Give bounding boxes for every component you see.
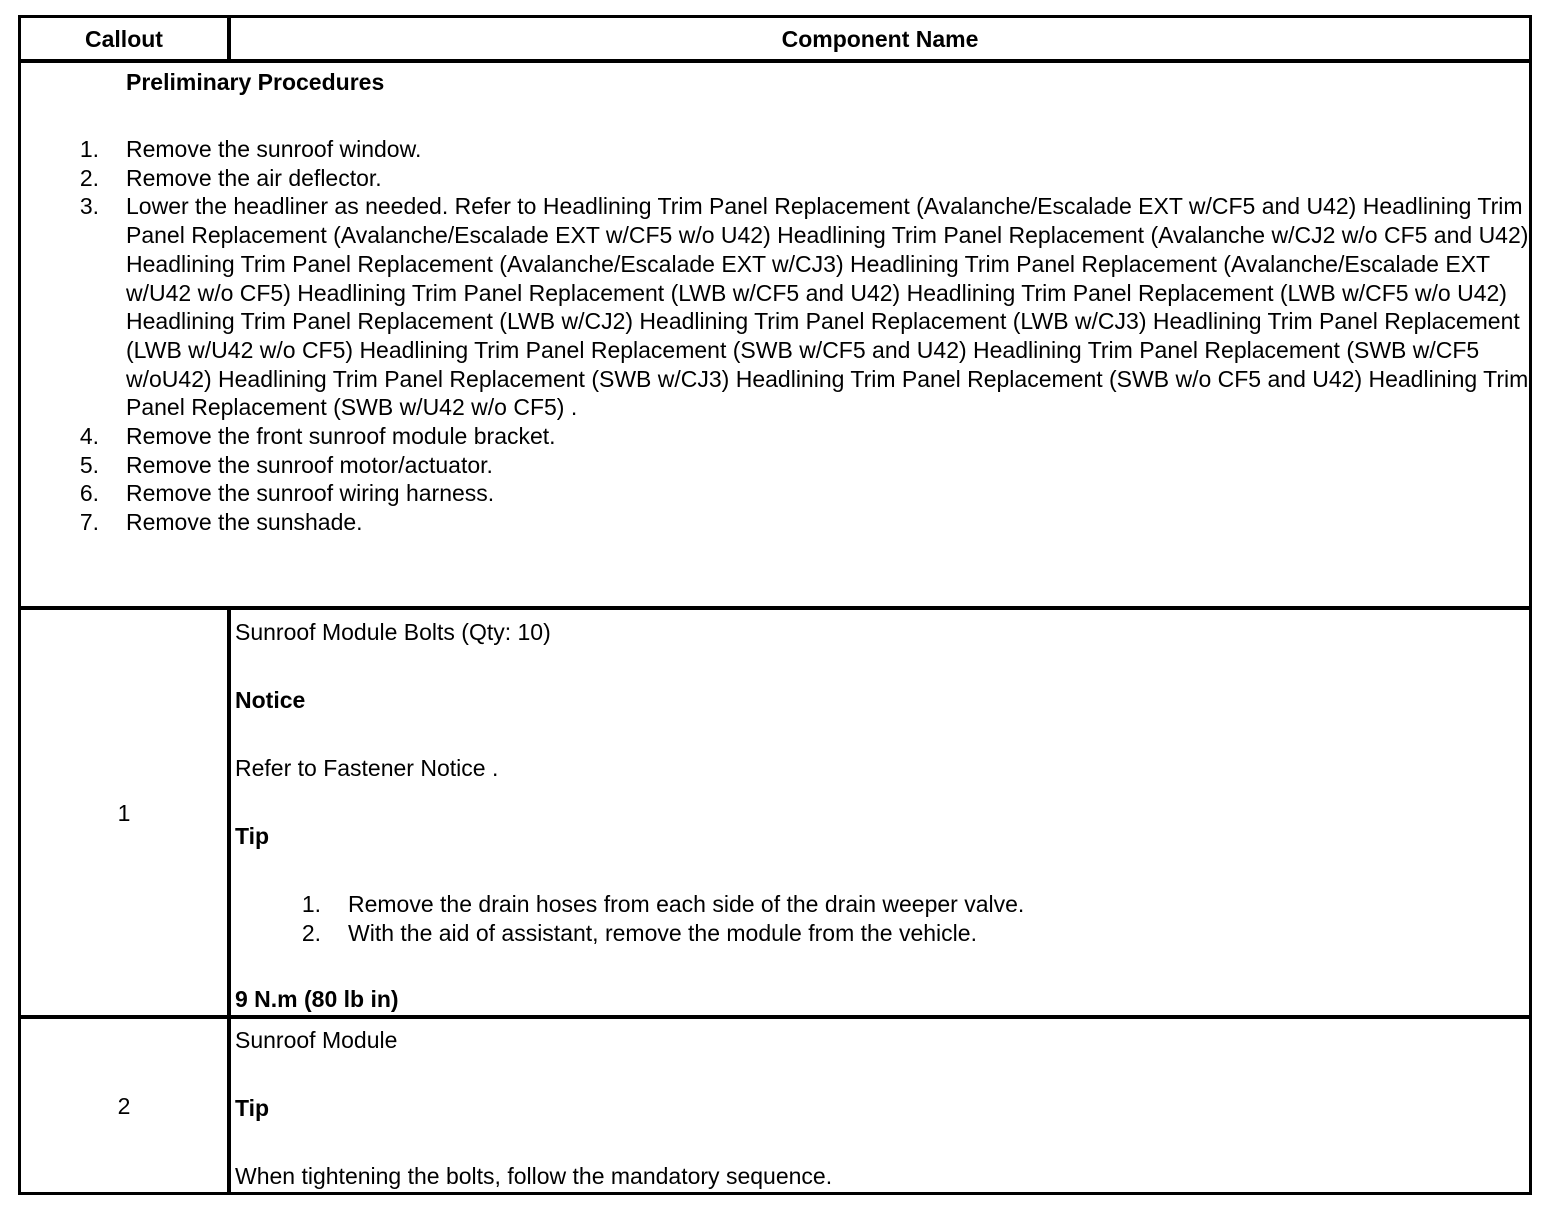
step-number: 7.	[79, 509, 99, 536]
procedure-table	[18, 15, 1532, 1195]
tip-text: When tightening the bolts, follow the mandatory sequence.	[235, 1163, 833, 1189]
tip-label: Tip	[235, 1095, 270, 1121]
list-item	[21, 192, 1533, 422]
tip-steps	[235, 890, 1235, 947]
step-number: 2.	[301, 919, 321, 946]
preliminary-procedures	[21, 63, 1529, 608]
step-number: 4.	[79, 423, 99, 450]
step-text: Lower the headliner as needed. Refer to Headlining Trim Panel Replacement (Avalanche/Escalade EXT w/CF5 and U42) Headlining Trim Panel Replacement (Avalanche/Escalade EXT w/CF5 w/o U42) Headlining Trim Panel Replacement (Avalanche w/CJ2 w/o CF5 and U42) Headlining Trim Panel Replacement (Avalanche/Escalade EXT w/CJ3) Headlining Trim Panel Replacement (Avalanche/Escalade EXT w/U42 w/o CF5) Headlining Trim Panel Replacement (LWB w/CF5 and U42) Headlining Trim Panel Replacement (LWB w/CF5 w/o U42) Headlining Trim Panel Replacement (LWB w/CJ2) Headlining Trim Panel Replacement (LWB w/CJ3) Headlining Trim Panel Replacement (LWB w/U42 w/o CF5) Headlining Trim Panel Replacement (SWB w/CF5 and U42) Headlining Trim Panel Replacement (SWB w/CF5 w/oU42) Headlining Trim Panel Replacement (SWB w/CJ3) Headlining Trim Panel Replacement (SWB w/o CF5 and U42) Headlining Trim Panel Replacement (SWB w/U42 w/o CF5) .	[126, 193, 1529, 421]
list-item	[21, 451, 1533, 480]
step-text: Remove the front sunroof module bracket.	[126, 423, 556, 450]
step-text: Remove the sunroof window.	[126, 136, 422, 162]
preliminary-steps	[21, 135, 1533, 537]
step-text: Remove the sunshade.	[126, 509, 363, 536]
step-text: Remove the drain hoses from each side of the drain weeper valve.	[348, 891, 1025, 917]
list-item	[21, 164, 1533, 193]
list-item	[21, 422, 1533, 451]
preliminary-title: Preliminary Procedures	[126, 69, 385, 95]
step-number: 3.	[79, 193, 99, 220]
step-text: Remove the sunroof motor/actuator.	[126, 451, 493, 478]
list-item	[235, 890, 1235, 919]
tip-label: Tip	[235, 823, 270, 849]
step-number: 1.	[79, 136, 99, 162]
step-number: 5.	[79, 451, 99, 478]
callout-number: 1	[117, 800, 131, 826]
component-name-column-header: Component Name	[781, 26, 979, 52]
component-name: Sunroof Module Bolts (Qty: 10)	[235, 619, 551, 645]
step-text: With the aid of assistant, remove the module from the vehicle.	[348, 919, 977, 946]
step-number: 6.	[79, 480, 99, 507]
list-item	[235, 919, 1235, 948]
callout-column-header: Callout	[85, 26, 163, 52]
step-text: Remove the sunroof wiring harness.	[126, 480, 495, 507]
step-number: 1.	[301, 891, 321, 917]
body-column-divider	[227, 606, 231, 1195]
list-item	[21, 135, 1533, 164]
header-column-divider	[227, 18, 231, 63]
torque-spec: 9 N.m (80 lb in)	[235, 986, 399, 1012]
component-name: Sunroof Module	[235, 1027, 398, 1053]
table-row	[235, 610, 1529, 1015]
notice-label: Notice	[235, 687, 306, 713]
list-item	[21, 479, 1533, 508]
notice-text: Refer to Fastener Notice .	[235, 755, 499, 781]
callout-number: 2	[117, 1093, 131, 1119]
table-row	[235, 1019, 1529, 1195]
step-text: Remove the air deflector.	[126, 164, 382, 191]
list-item	[21, 508, 1533, 537]
step-number: 2.	[79, 164, 99, 191]
